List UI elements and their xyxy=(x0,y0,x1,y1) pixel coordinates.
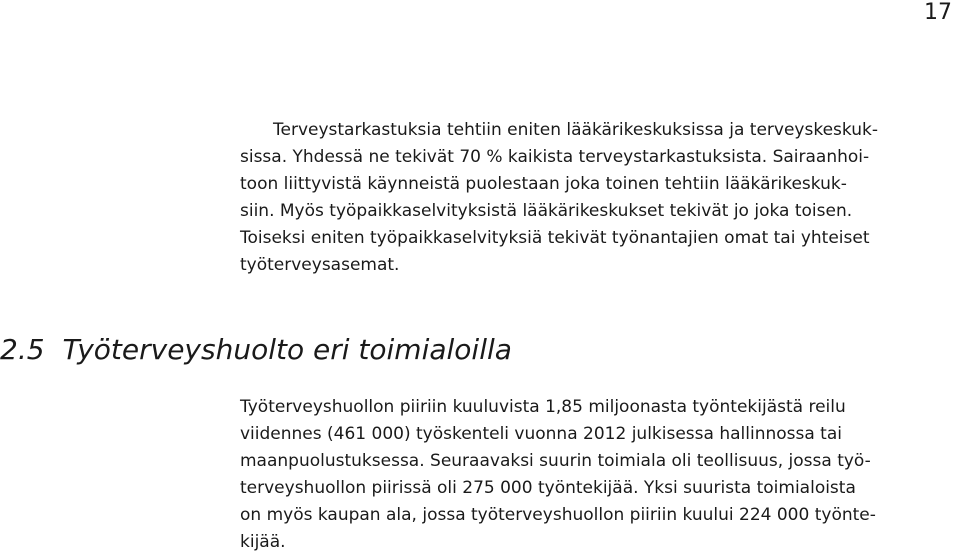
paragraph-line: työterveysasemat. xyxy=(240,255,400,275)
paragraph-line: toon liittyvistä käynneistä puolestaan joka toinen tehtiin lääkärikeskuk- xyxy=(240,174,847,194)
intro-paragraph xyxy=(240,117,960,279)
section-paragraph xyxy=(240,394,960,556)
page-number: 17 xyxy=(924,0,952,25)
paragraph-line: Toiseksi eniten työpaikkaselvityksiä tekivät työnantajien omat tai yhteiset xyxy=(240,228,870,248)
paragraph-line: sissa. Yhdessä ne tekivät 70 % kaikista terveystarkastuksista. Sairaanhoi- xyxy=(240,147,870,167)
paragraph-line: maanpuolustuksessa. Seuraavaksi suurin toimiala oli teollisuus, jossa työ- xyxy=(240,451,871,471)
paragraph-line: siin. Myös työpaikkaselvityksistä lääkärikeskukset tekivät jo joka toisen. xyxy=(240,201,853,221)
section-heading xyxy=(0,330,512,370)
paragraph-line: Työterveyshuollon piiriin kuuluvista 1,85 miljoonasta työntekijästä reilu xyxy=(240,397,846,417)
paragraph-line: on myös kaupan ala, jossa työterveyshuollon piiriin kuului 224 000 työnte- xyxy=(240,505,876,525)
paragraph-line: terveyshuollon piirissä oli 275 000 työntekijää. Yksi suurista toimialoista xyxy=(240,478,856,498)
section-number: 2.5 xyxy=(0,333,45,366)
paragraph-line: viidennes (461 000) työskenteli vuonna 2012 julkisessa hallinnossa tai xyxy=(240,424,842,444)
paragraph-line: Terveystarkastuksia tehtiin eniten lääkärikeskuksissa ja terveyskeskuk- xyxy=(273,120,878,140)
paragraph-line: kijää. xyxy=(240,532,286,552)
section-title: Työterveyshuolto eri toimialoilla xyxy=(62,333,512,366)
